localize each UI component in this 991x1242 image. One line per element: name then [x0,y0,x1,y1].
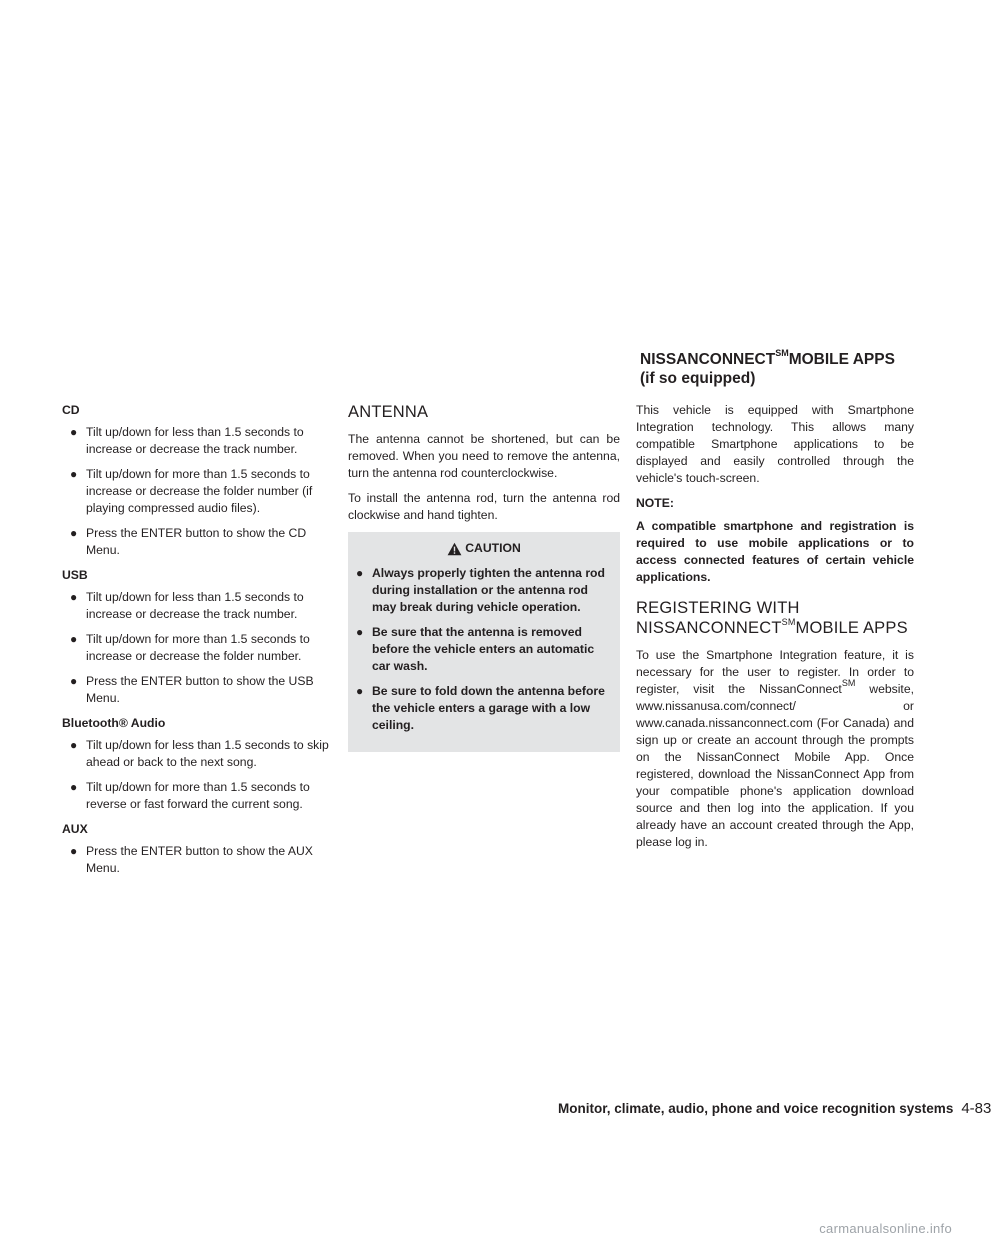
list-item: ● Tilt up/down for less than 1.5 seconds to skip ahead or back to the next song. [70,738,329,769]
cd-list [62,424,332,559]
list-item: ● Press the ENTER button to show the USB Menu. [70,674,314,705]
bullet-icon: ● [70,526,78,540]
bullet-icon: ● [70,780,78,794]
list-item: ● Be sure that the antenna is removed before the vehicle enters an automatic car wash. [356,625,595,673]
registering-heading-line1: REGISTERING WITH [636,599,800,617]
usb-list [62,589,332,707]
section-heading [640,347,940,388]
antenna-paragraph-2: To install the antenna rod, turn the antenna rod clockwise and hand tighten. [348,491,620,522]
registering-heading [636,598,914,638]
bluetooth-audio-list [62,737,332,813]
caution-list [356,565,612,734]
antenna-paragraph-1: The antenna cannot be shortened, but can be removed. When you need to remove the antenna, turn the antenna rod counterclockwise. [348,432,620,480]
antenna-heading: ANTENNA [348,403,429,421]
registering-heading-sup: SM [781,616,796,627]
caution-header [356,540,612,557]
caution-box [348,532,620,752]
note-label: NOTE: [636,496,674,510]
list-item: ● Tilt up/down for less than 1.5 seconds to increase or decrease the track number. [70,425,304,456]
footer-title: Monitor, climate, audio, phone and voice recognition systems [558,1101,954,1116]
list-item: ● Be sure to fold down the antenna before the vehicle enters a garage with a low ceiling. [356,684,605,732]
list-item: ● Tilt up/down for less than 1.5 seconds to increase or decrease the track number. [70,590,304,621]
bullet-icon: ● [70,738,78,752]
list-item: ● Press the ENTER button to show the AUX Menu. [70,844,313,875]
bullet-icon: ● [356,566,364,580]
aux-title: AUX [62,822,88,836]
list-item: ● Press the ENTER button to show the CD Menu. [70,526,307,557]
warning-triangle-icon [447,542,462,556]
section-heading-line1-tail: MOBILE APPS [788,351,895,368]
column-antenna [348,402,620,752]
bullet-icon: ● [356,684,364,698]
caution-title: CAUTION [465,541,521,555]
section-heading-line2: (if so equipped) [640,370,756,387]
list-item: ● Tilt up/down for more than 1.5 seconds to increase or decrease the folder number (if playing compressed audio files). [70,467,313,515]
bluetooth-audio-title: Bluetooth® Audio [62,716,166,730]
page-number: 4-83 [961,1100,991,1117]
list-item: ● Tilt up/down for more than 1.5 seconds to increase or decrease the folder number. [70,632,310,663]
note-text: A compatible smartphone and registration is required to use mobile applications or to access connected features of certain vehicle applications. [636,519,914,584]
bullet-icon: ● [70,425,78,439]
bullet-icon: ● [70,674,78,688]
smartphone-paragraph: This vehicle is equipped with Smartphone Integration technology. This allows many compatible Smartphone applications to be displayed and easily controlled through the vehicle's touch-screen. [636,403,914,485]
list-item: ● Always properly tighten the antenna rod during installation or the antenna rod may break during vehicle operation. [356,566,605,614]
watermark: carmanualsonline.info [819,1221,952,1236]
bullet-icon: ● [70,844,78,858]
column-controls [62,402,332,885]
bullet-icon: ● [70,632,78,646]
registering-heading-tail: MOBILE APPS [795,619,908,637]
section-heading-sup: SM [775,347,789,358]
registering-paragraph: To use the Smartphone Integration feature, it is necessary for the user to register. In order to register, visit the NissanConnect℠ website, www.nissanusa.com/connect/ or www.canada.nissanconnect.com (For Canada) and sign up or create an account through the prompts on the NissanConnect Mobile App. Once registered, download the NissanConnect App from your compatible phone's application download source and then log into the application. If you already have an account created through the App, please log in. [636,648,914,849]
bullet-icon: ● [356,625,364,639]
aux-list [62,843,332,877]
cd-title: CD [62,403,80,417]
registering-heading-line2: NISSANCONNECT [636,619,782,637]
column-nissanconnect [636,402,914,859]
usb-title: USB [62,568,88,582]
page-footer [558,1100,991,1117]
bullet-icon: ● [70,467,78,481]
list-item: ● Tilt up/down for more than 1.5 seconds to reverse or fast forward the current song. [70,780,310,811]
bullet-icon: ● [70,590,78,604]
section-heading-line1: NISSANCONNECT [640,351,776,368]
